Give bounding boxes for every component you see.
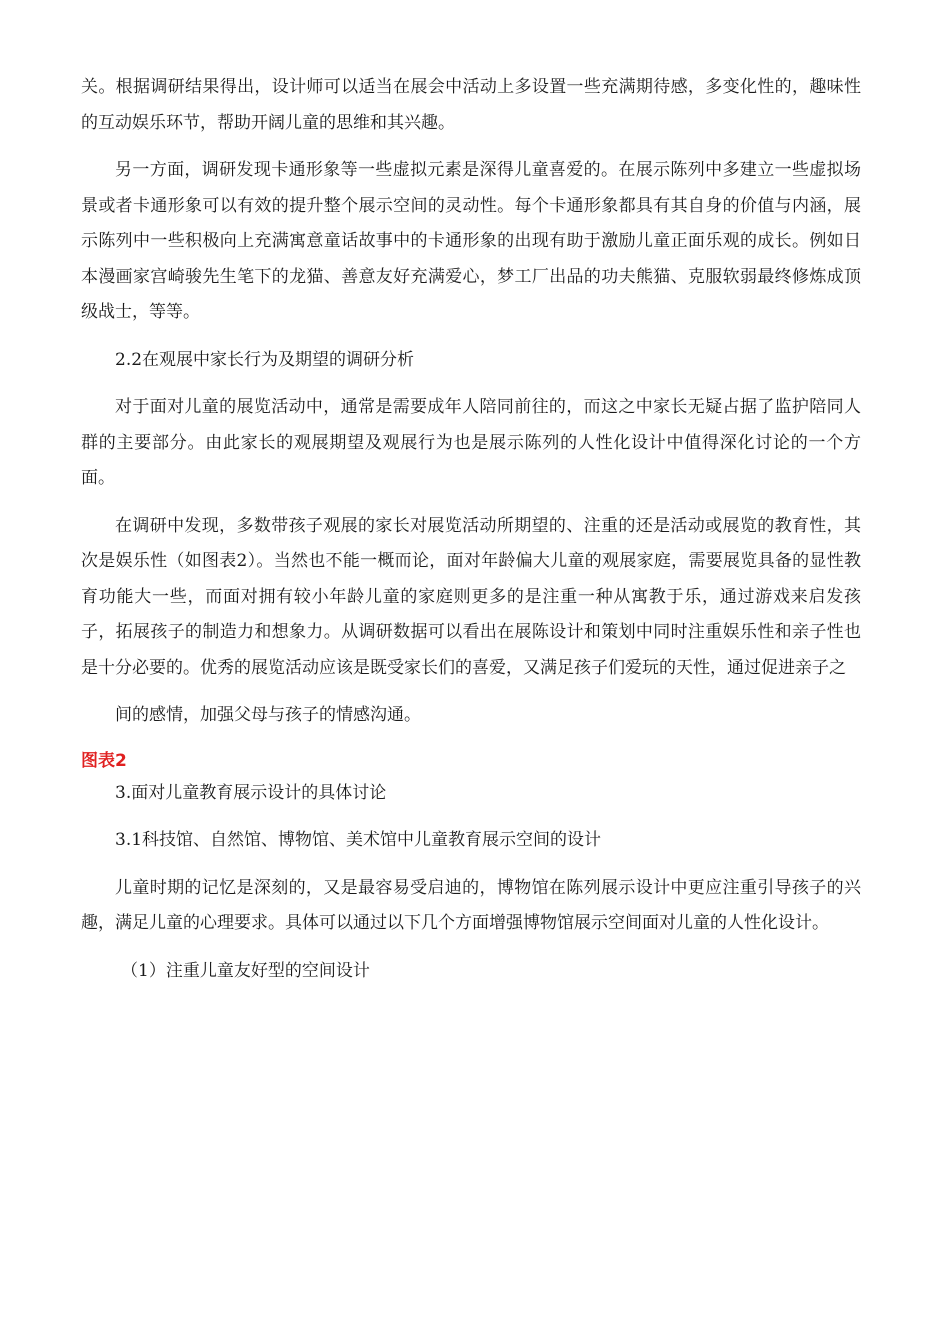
section-heading-2-2: 2.2在观展中家长行为及期望的调研分析 [115, 349, 415, 370]
figure-label: 图表2 [81, 750, 127, 771]
paragraph-cartoon-images: 另一方面，调研发现卡通形象等一些虚拟元素是深得儿童喜爱的。在展示陈列中多建立一些虚拟场景或者卡通形象可以有效的提升整个展示空间的灵动性。每个卡通形象都具有其自身的价值与内涵，展示陈列中一些积极向上充满寓意童话故事中的卡通形象的出现有助于激励儿童正面乐观的成长。例如日本漫画家宫崎骏先生笔下的龙猫、善意友好充满爱心，梦工厂出品的功夫熊猫、克服软弱最终修炼成顶级战士，等等。 [81, 160, 861, 322]
list-item-1: （1）注重儿童友好型的空间设计 [121, 960, 370, 981]
document-page [81, 70, 861, 1001]
paragraph-parents-expectation: 在调研中发现，多数带孩子观展的家长对展览活动所期望的、注重的还是活动或展览的教育性，其次是娱乐性（如图表2）。当然也不能一概而论，面对年龄偏大儿童的观展家庭，需要展览具备的显性教育功能大一些，而面对拥有较小年龄儿童的家庭则更多的是注重一种从寓教于乐，通过游戏来启发孩子，拓展孩子的制造力和想象力。从调研数据可以看出在展陈设计和策划中同时注重娱乐性和亲子性也是十分必要的。优秀的展览活动应该是既受家长们的喜爱，又满足孩子们爱玩的天性，通过促进亲子之 [81, 515, 861, 678]
section-heading-3: 3.面对儿童教育展示设计的具体讨论 [115, 782, 387, 803]
paragraph-childhood-memory: 儿童时期的记忆是深刻的，又是最容易受启迪的，博物馆在陈列展示设计中更应注重引导孩子的兴趣，满足儿童的心理要求。具体可以通过以下几个方面增强博物馆展示空间面对儿童的人性化设计。 [81, 877, 861, 933]
section-heading-3-1: 3.1科技馆、自然馆、博物馆、美术馆中儿童教育展示空间的设计 [115, 830, 602, 850]
paragraph-fragment: 间的感情，加强父母与孩子的情感沟通。 [115, 705, 421, 725]
paragraph-continuation: 关。根据调研结果得出，设计师可以适当在展会中活动上多设置一些充满期待感，多变化性的，趣味性的互动娱乐环节，帮助开阔儿童的思维和其兴趣。 [81, 77, 861, 133]
paragraph-parents-accompany: 对于面对儿童的展览活动中，通常是需要成年人陪同前往的，而这之中家长无疑占据了监护陪同人群的主要部分。由此家长的观展期望及观展行为也是展示陈列的人性化设计中值得深化讨论的一个方面。 [81, 397, 861, 488]
